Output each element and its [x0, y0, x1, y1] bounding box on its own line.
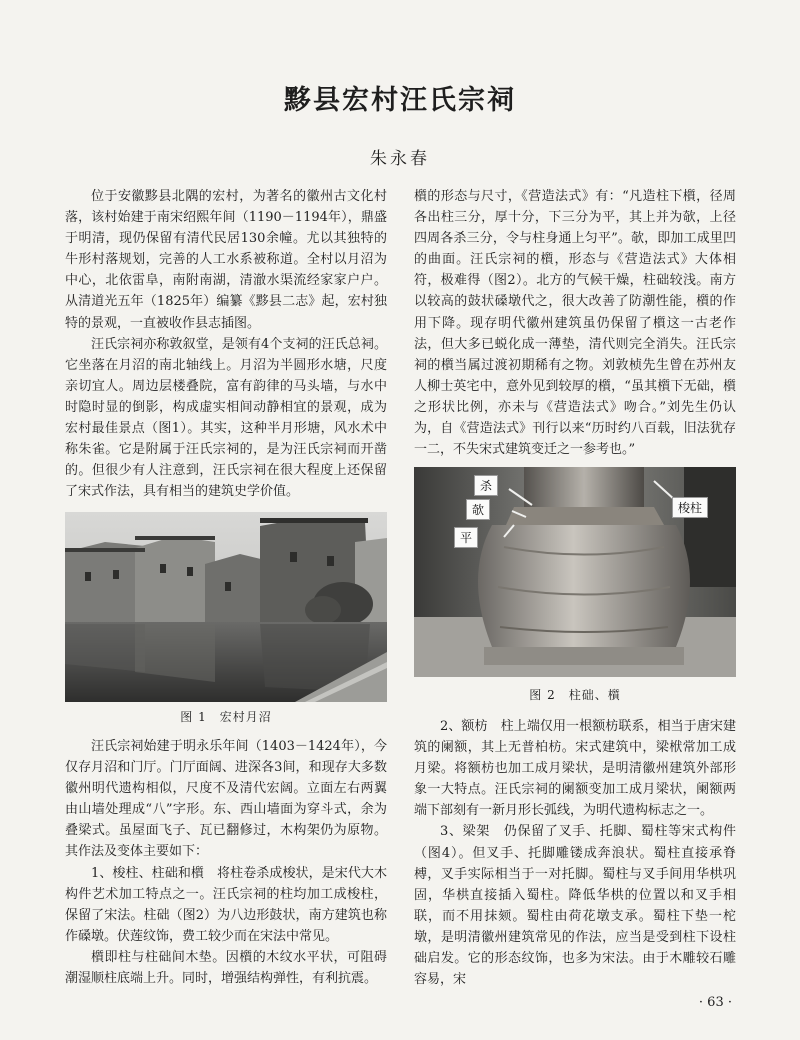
left-column-bottom: [65, 736, 387, 989]
label-ping: 平: [454, 527, 478, 548]
right-column-top: [414, 186, 736, 460]
label-qi: 欹: [466, 499, 490, 520]
paragraph: 汪氏宗祠始建于明永乐年间（1403－1424年），今仅存月沼和门厅。门厅面阔、进深各3间，和现存大多数徽州明代遗构相似，尺度不及清代宏阔。立面左右两翼由山墙处理成“八”字形。东、西山墙面为穿斗式，余为叠梁式。虽屋面飞子、瓦已翻修过，木构架仍为原物。其作法及变体主要如下：: [65, 739, 387, 860]
left-column-top: [65, 186, 387, 502]
right-column-bottom: [414, 716, 736, 990]
paragraph: 汪氏宗祠亦称敦叙堂，是领有4个支祠的汪氏总祠。它坐落在月沼的南北轴线上。月沼为半圆形水塘，尺度亲切宜人。周边层楼叠院，富有韵律的马头墙，与水中时隐时显的倒影，构成虚实相间动静相宜的景观，成为宏村最佳景点（图1）。其实，这种半月形塘，风水术中称朱雀。它是附属于汪氏宗祠的，是为汪氏宗祠而开凿的。但很少有人注意到，汪氏宗祠在很大程度上还保留了宋式作法，具有相当的建筑史学价值。: [65, 336, 387, 500]
page-number: · 63 ·: [698, 995, 732, 1010]
paragraph: 櫍的形态与尺寸，《营造法式》有：“凡造柱下櫍，径周各出柱三分，厚十分，下三分为平，其上并为欹，上径四周各杀三分，令与柱身通上匀平”。欹，即加工成里凹的曲面。汪氏宗祠的櫍，形态与《营造法式》大体相符，极难得（图2）。北方的气候干燥，柱础较浅。南方以较高的鼓状磉墩代之，很大改善了防潮性能，櫍的作用下降。现存明代徽州建筑虽仍保留了櫍这一古老作法，但大多已蜕化成一薄垫，清代则完全消失。汪氏宗祠的櫍当属过渡初期稀有之物。刘敦桢先生曾在苏州友人柳士英宅中，意外见到较厚的櫍，“虽其櫍下无础，櫍之形状比例，亦未与《营造法式》吻合。”刘先生仍认为，自《营造法式》刊行以来“历时约八百载，旧法犹存一二，不失宋式建筑变迁之一参考也。”: [414, 189, 736, 458]
paragraph: 位于安徽黟县北隅的宏村，为著名的徽州古文化村落，该村始建于南宋绍熙年间（1190－1194年），鼎盛于明清，现仍保留有清代民居130余幢。尤以其独特的牛形村落规划，完善的人工水系被称道。全村以月沼为中心，北依雷阜，南附南湖，清澈水渠流经家家户户。从清道光五年（1825年）编纂《黟县二志》起，宏村独特的景观，一直被收作县志插图。: [65, 189, 387, 331]
author-name: 朱永春: [370, 149, 430, 169]
figure-1-moon-pond-photo: [65, 512, 387, 702]
paragraph: 1、梭柱、柱础和櫍 将柱卷杀成梭状，是宋代大木构件艺术加工特点之一。汪氏宗祠的柱均加工成梭柱，保留了宋法。柱础（图2）为八边形鼓状，南方建筑也称作磉墩。伏莲纹饰，费工较少而在宋法中常见。: [65, 865, 387, 944]
label-sha: 杀: [474, 475, 498, 496]
paragraph: 櫍即柱与柱础间木垫。因櫍的木纹水平状，可阻碍潮湿顺柱底端上升。同时，增强结构弹性，有利抗震。: [65, 949, 387, 987]
paragraph: 3、梁架 仍保留了叉手、托脚、蜀柱等宋式构件（图4）。但叉手、托脚雕镂成奔浪状。蜀柱直接承脊榑，叉手实际相当于一对托脚。蜀柱与叉手间用华栱巩固，华栱直接插入蜀柱。降低华栱的位置以和叉手相联，而不用抹颏。蜀柱由荷花墩支承。蜀柱下垫一柁墩，是明清徽州建筑常见的作法，应当是受到柱下设柱础启发。它的形态纹饰，也多为宋法。由于木雕较石雕容易，宋: [414, 824, 736, 988]
figure-2-column-base-photo: [414, 467, 736, 677]
label-suozhu: 梭柱: [672, 497, 708, 518]
paragraph: 2、额枋 柱上端仅用一根额枋联系，相当于唐宋建筑的阑额，其上无普柏枋。宋式建筑中，梁栿常加工成月梁。将额枋也加工成月梁状，是明清徽州建筑外部形象一大特点。汪氏宗祠的阑额变加工成月梁状，阑额两端下部刻有一新月形长弧线，为明代遗构标志之一。: [414, 719, 736, 819]
figure-2-caption: 图 2 柱础、櫍: [529, 688, 621, 702]
page-title: 黟县宏村汪氏宗祠: [284, 85, 516, 116]
figure-1-caption: 图 1 宏村月沼: [180, 710, 272, 724]
